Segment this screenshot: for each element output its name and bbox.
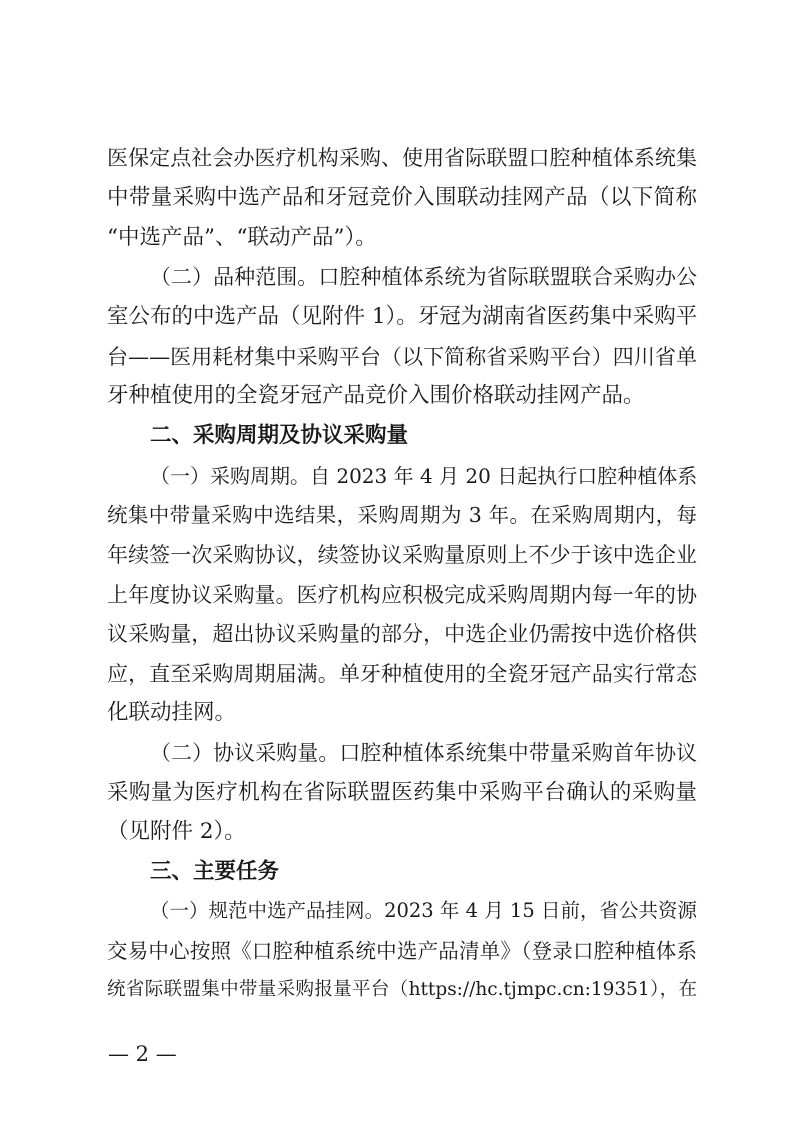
text-line: 应，直至采购周期届满。单牙种植使用的全瓷牙冠产品实行常态 xyxy=(107,662,697,686)
text-line: （二）品种范围。口腔种植体系统为省际联盟联合采购办公 xyxy=(150,265,697,289)
text-line: 上年度协议采购量。医疗机构应积极完成采购周期内每一年的协 xyxy=(107,583,697,607)
text-line: 中带量采购中选产品和牙冠竞价入围联动挂网产品（以下简称 xyxy=(107,185,697,210)
text-line: 牙种植使用的全瓷牙冠产品竞价入围价格联动挂网产品。 xyxy=(107,383,645,408)
text-line: 医保定点社会办医疗机构采购、使用省际联盟口腔种植体系统集 xyxy=(107,146,697,170)
text-line: 统省际联盟集中带量采购报量平台（https://hc.tjmpc.cn:19351），在 xyxy=(107,979,697,1000)
text-line: 交易中心按照《口腔种植系统中选产品清单》（登录口腔种植体系 xyxy=(107,939,697,963)
text-line: 室公布的中选产品（见附件 1）。牙冠为湖南省医药集中采购平 xyxy=(107,304,698,329)
text-line: （二）协议采购量。口腔种植体系统集中带量采购首年协议 xyxy=(150,741,697,765)
text-line: 统集中带量采购中选结果，采购周期为 3 年。在采购周期内，每 xyxy=(107,503,697,527)
text-line: 年续签一次采购协议，续签协议采购量原则上不少于该中选企业 xyxy=(107,543,697,567)
text-line: （见附件 2）。 xyxy=(107,819,246,844)
section-heading: 三、主要任务 xyxy=(150,859,280,884)
text-line: 台——医用耗材集中采购平台（以下简称省采购平台）四川省单 xyxy=(107,345,697,369)
text-line: 采购量为医疗机构在省际联盟医药集中采购平台确认的采购量 xyxy=(107,780,697,805)
text-line: （一）规范中选产品挂网。2023 年 4 月 15 日前，省公共资源 xyxy=(150,899,697,922)
text-line: （一）采购周期。自 2023 年 4 月 20 日起执行口腔种植体系 xyxy=(150,464,698,488)
text-line: 化联动挂网。 xyxy=(107,700,237,725)
section-heading: 二、采购周期及协议采购量 xyxy=(150,423,409,448)
page-number: — 2 — xyxy=(108,1042,177,1066)
text-line: “中选产品”、“联动产品”）。 xyxy=(107,225,377,250)
text-line: 议采购量，超出协议采购量的部分，中选企业仍需按中选价格供 xyxy=(107,622,697,646)
